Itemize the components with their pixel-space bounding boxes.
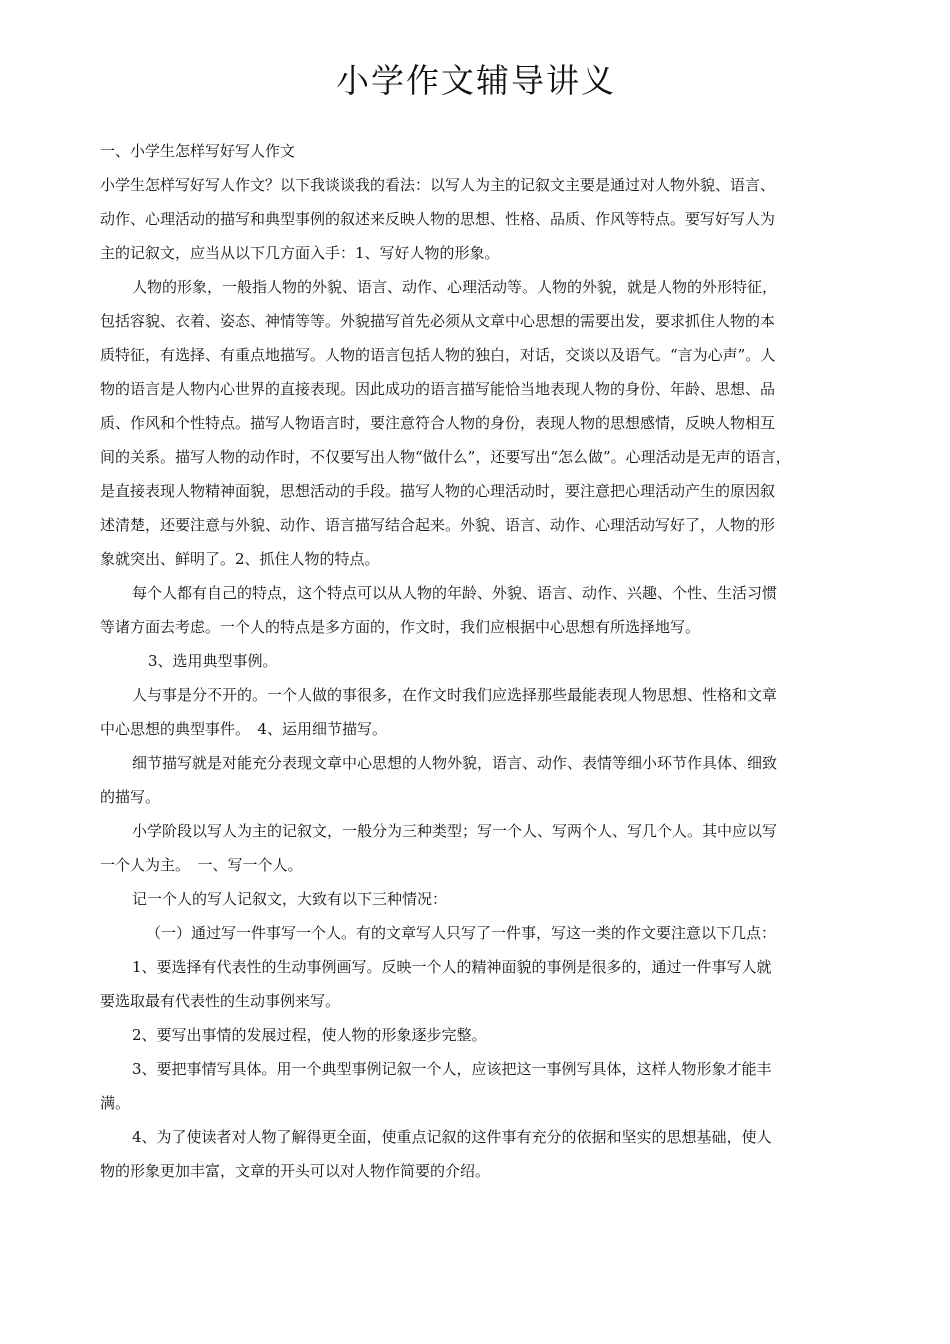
section-heading: 一、小学生怎样写好写人作文 bbox=[100, 142, 296, 160]
paragraph-line: 主的记叙文，应当从以下几方面入手：1、写好人物的形象。 bbox=[100, 244, 500, 262]
paragraph-line: 是直接表现人物精神面貌，思想活动的手段。描写人物的心理活动时，要注意把心理活动产生的原因叙 bbox=[100, 482, 776, 500]
list-item-line: 满。 bbox=[100, 1094, 131, 1112]
paragraph-line: 记一个人的写人记叙文，大致有以下三种情况： bbox=[132, 890, 448, 908]
paragraph-line: 中心思想的典型事件。 4、运用细节描写。 bbox=[100, 720, 388, 738]
subheading-line: 3、选用典型事例。 bbox=[148, 652, 278, 670]
list-item-line: 1、要选择有代表性的生动事例画写。反映一个人的精神面貌的事例是很多的，通过一件事写人就 bbox=[132, 958, 772, 976]
list-item-line: 2、要写出事情的发展过程，使人物的形象逐步完整。 bbox=[132, 1026, 487, 1044]
paragraph-line: （一）通过写一件事写一个人。有的文章写人只写了一件事，写这一类的作文要注意以下几点： bbox=[146, 924, 777, 942]
paragraph-line: 质、作风和个性特点。描写人物语言时，要注意符合人物的身份，表现人物的思想感情，反映人物相互 bbox=[100, 414, 776, 432]
paragraph-line: 包括容貌、衣着、姿态、神情等等。外貌描写首先必须从文章中心思想的需要出发，要求抓住人物的本 bbox=[100, 312, 776, 330]
paragraph-line: 小学生怎样写好写人作文？以下我谈谈我的看法：以写人为主的记叙文主要是通过对人物外貌、语言、 bbox=[100, 176, 776, 194]
paragraph-line: 等诸方面去考虑。一个人的特点是多方面的，作文时，我们应根据中心思想有所选择地写。 bbox=[100, 618, 701, 636]
paragraph-line: 的描写。 bbox=[100, 788, 161, 806]
list-item-line: 3、要把事情写具体。用一个典型事例记叙一个人，应该把这一事例写具体，这样人物形象才能丰 bbox=[132, 1060, 772, 1078]
list-item-line: 4、为了使读者对人物了解得更全面，使重点记叙的这件事有充分的依据和坚实的思想基础，使人 bbox=[132, 1128, 772, 1146]
paragraph-line: 小学阶段以写人为主的记叙文，一般分为三种类型；写一个人、写两个人、写几个人。其中应以写 bbox=[132, 822, 778, 840]
paragraph-line: 象就突出、鲜明了。2、抓住人物的特点。 bbox=[100, 550, 380, 568]
paragraph-line: 物的语言是人物内心世界的直接表现。因此成功的语言描写能恰当地表现人物的身份、年龄、思想、品 bbox=[100, 380, 776, 398]
paragraph-line: 一个人为主。 一、写一个人。 bbox=[100, 856, 303, 874]
paragraph-line: 每个人都有自己的特点，这个特点可以从人物的年龄、外貌、语言、动作、兴趣、个性、生活习惯 bbox=[132, 584, 778, 602]
list-item-line: 要选取最有代表性的生动事例来写。 bbox=[100, 992, 341, 1010]
paragraph-line: 述清楚，还要注意与外貌、动作、语言描写结合起来。外貌、语言、动作、心理活动写好了，人物的形 bbox=[100, 516, 776, 534]
document-title: 小学作文辅导讲义 bbox=[336, 61, 616, 100]
paragraph-line: 间的关系。描写人物的动作时，不仅要写出人物“做什么”，还要写出“怎么做”。心理活动是无声的语言， bbox=[100, 448, 791, 466]
list-item-line: 物的形象更加丰富，文章的开头可以对人物作简要的介绍。 bbox=[100, 1162, 491, 1180]
paragraph-line: 质特征，有选择、有重点地描写。人物的语言包括人物的独白，对话，交谈以及语气。“言为心声”。人 bbox=[100, 346, 776, 364]
paragraph-line: 动作、心理活动的描写和典型事例的叙述来反映人物的思想、性格、品质、作风等特点。要写好写人为 bbox=[100, 210, 776, 228]
paragraph-line: 细节描写就是对能充分表现文章中心思想的人物外貌，语言、动作、表情等细小环节作具体、细致 bbox=[132, 754, 778, 772]
paragraph-line: 人与事是分不开的。一个人做的事很多，在作文时我们应选择那些最能表现人物思想、性格和文章 bbox=[132, 686, 778, 704]
paragraph-line: 人物的形象，一般指人物的外貌、语言、动作、心理活动等。人物的外貌，就是人物的外形特征， bbox=[132, 278, 778, 296]
